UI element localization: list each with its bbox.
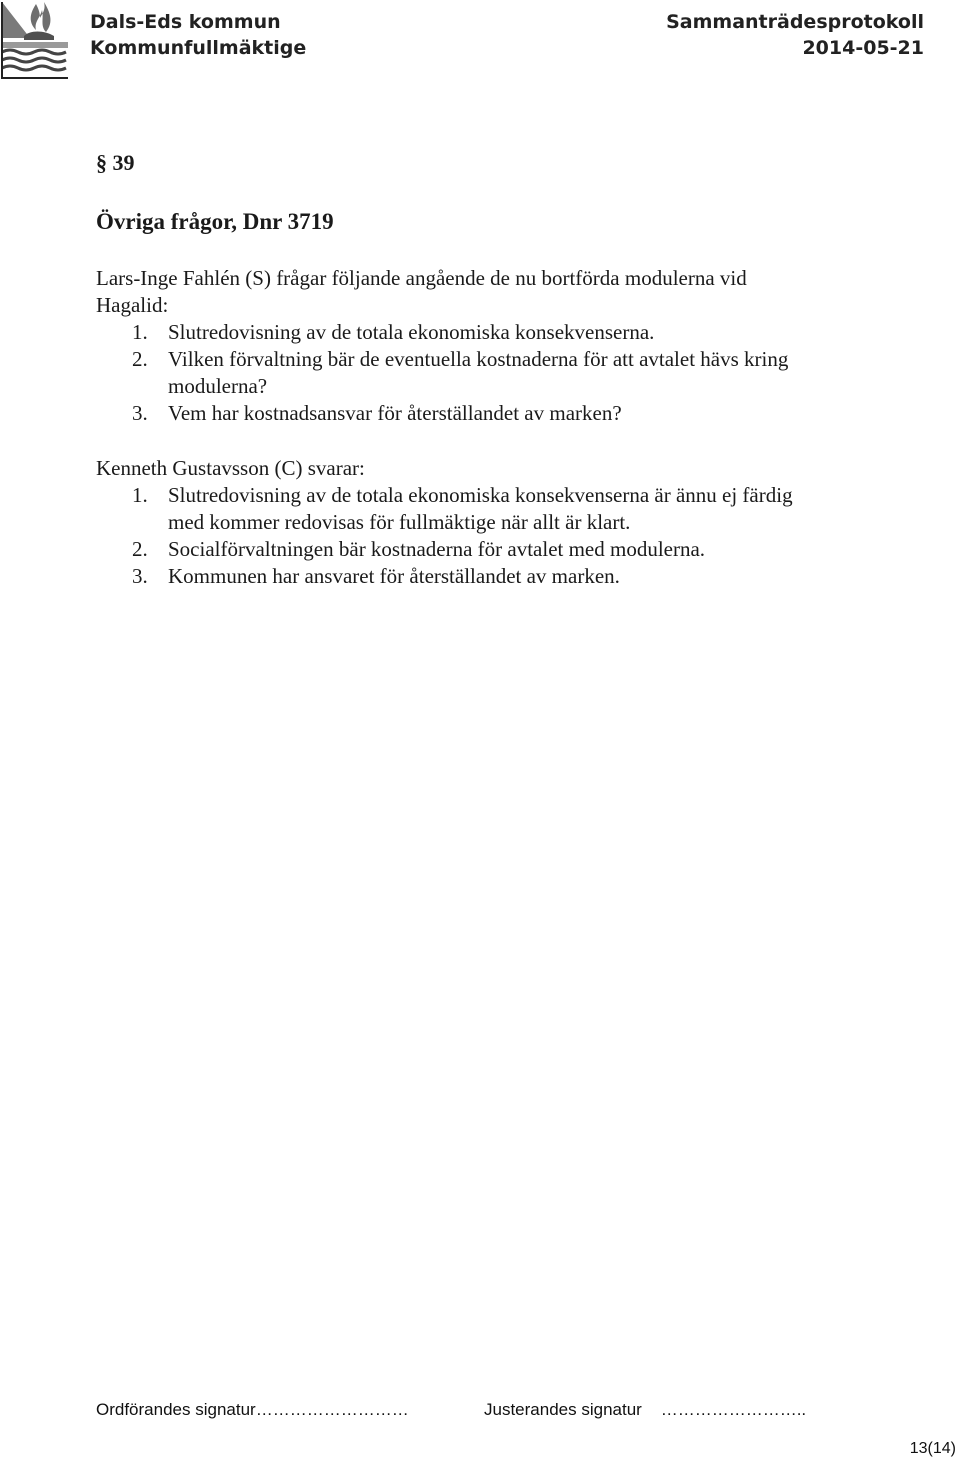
question-number: 1. xyxy=(132,320,148,344)
answer-number: 2. xyxy=(132,537,148,561)
question-intro: Lars-Inge Fahlén (S) frågar följande angående de nu bortförda modulerna vid xyxy=(96,266,747,290)
meeting-date: 2014-05-21 xyxy=(802,37,924,59)
municipality-logo xyxy=(0,0,70,80)
document-type: Sammanträdesprotokoll xyxy=(666,11,924,33)
answer-intro: Kenneth Gustavsson (C) svarar: xyxy=(96,456,365,480)
question-text: Vilken förvaltning bär de eventuella kostnaderna för att avtalet hävs kring xyxy=(168,347,789,371)
answer-text: Slutredovisning av de totala ekonomiska konsekvenserna är ännu ej färdig xyxy=(168,483,793,507)
answer-text-cont: med kommer redovisas för fullmäktige när allt är klart. xyxy=(168,510,631,534)
question-text: Vem har kostnadsansvar för återställandet av marken? xyxy=(168,401,622,425)
answer-text: Kommunen har ansvaret för återställandet av marken. xyxy=(168,564,620,588)
answer-number: 1. xyxy=(132,483,148,507)
question-number: 3. xyxy=(132,401,148,425)
chair-signature-line: Ordförandes signatur……………………… xyxy=(96,1400,409,1419)
page-number: 13(14) xyxy=(909,1440,956,1457)
answer-number: 3. xyxy=(132,564,148,588)
question-intro-cont: Hagalid: xyxy=(96,293,169,317)
paragraph-number: § 39 xyxy=(96,150,135,175)
question-text-cont: modulerna? xyxy=(168,374,268,398)
question-number: 2. xyxy=(132,347,148,371)
adjuster-signature-line: Justerandes signatur …………………….. xyxy=(484,1400,807,1419)
council-name: Kommunfullmäktige xyxy=(90,37,307,59)
municipality-name: Dals-Eds kommun xyxy=(90,11,281,33)
section-title: Övriga frågor, Dnr 3719 xyxy=(96,209,334,234)
question-text: Slutredovisning av de totala ekonomiska konsekvenserna. xyxy=(168,320,655,344)
answer-text: Socialförvaltningen bär kostnaderna för avtalet med modulerna. xyxy=(168,537,706,561)
